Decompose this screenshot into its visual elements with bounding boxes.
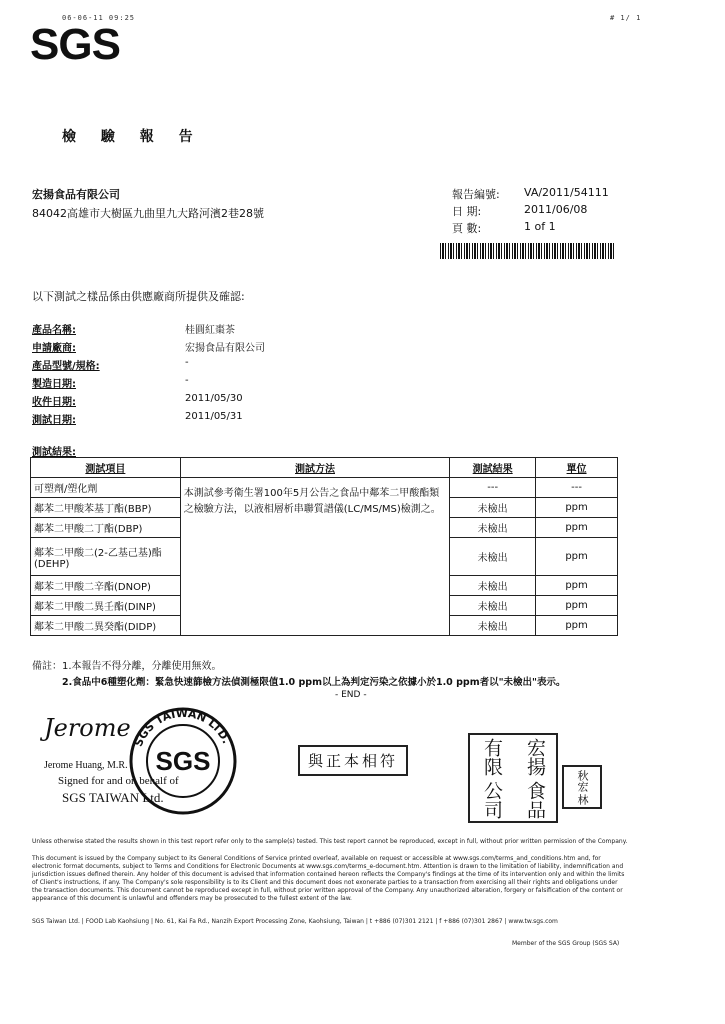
personal-seal-text: 林 — [576, 793, 589, 805]
sample-label: 產品名稱: — [32, 325, 76, 336]
cell-method: 本測試參考衛生署100年5月公告之食品中鄰苯二甲酸酯類之檢驗方法，以液相層析串聯質譜儀(LC/MS/MS)檢測之。 — [180, 478, 450, 636]
header-result: 測試結果 — [450, 458, 536, 478]
cell-result: 未檢出 — [450, 576, 536, 596]
sample-value: - — [185, 375, 189, 386]
company-seal-text: 食品 — [524, 780, 546, 819]
intro-text: 以下測試之樣品係由供應廠商所提供及確認: — [32, 290, 245, 303]
fax-page-number: # 1/ 1 — [610, 14, 642, 22]
sample-label: 申請廠商: — [32, 343, 76, 354]
note-1: 備註：1.本報告不得分離，分離使用無效。 — [32, 661, 222, 672]
personal-seal — [562, 765, 602, 809]
sample-value: 2011/05/31 — [185, 411, 243, 422]
copy-conforms-stamp: 與正本相符 — [298, 745, 408, 776]
footer-address: SGS Taiwan Ltd. | FOOD Lab Kaohsiung | No. 61, Kai Fa Rd., Nanzih Export Processing Zone, Kaohsiung, Taiwan | t +886 (07)301 2121 | f +886 (07)301 2867 | www.tw.sgs.com — [32, 918, 558, 925]
cell-result: 未檢出 — [450, 518, 536, 538]
report-number: VA/2011/54111 — [524, 186, 609, 199]
sgs-logo: SGS — [30, 20, 120, 69]
sample-label: 收件日期: — [32, 397, 76, 408]
cell-result: 未檢出 — [450, 616, 536, 636]
sample-label: 製造日期: — [32, 379, 76, 390]
sample-value: 2011/05/30 — [185, 393, 243, 404]
disclaimer-2: This document is issued by the Company subject to its General Conditions of Service printed overleaf, available on request or accessible at www.sgs.com/terms_and_conditions.htm and, for electronic format documents, subject to Terms and Conditions for Electronic Documents at www.sgs.com/terms_e-document.htm. Attention is drawn to the limitation of liability, indemnification and jurisdiction issues defined therein. Any holder of this document is advised that information contained hereon reflects the Company's findings at the time of its intervention only and within the limits of Client's instructions, if any. The Company's sole responsibility is to its Client and this document does not exonerate parties to a transaction from exercising all their rights and obligations under the transaction documents. This document cannot be reproduced except in full, without prior written approval of the Company. Any unauthorized alteration, forgery or falsification of the content or appearance of this document is unlawful and offenders may be prosecuted to the fullest extent of the law. — [32, 855, 625, 902]
signed-for-text: Signed for and on behalf of — [58, 775, 179, 787]
results-table — [30, 457, 618, 636]
seal-ring-text: SGS TAIWAN LTD. — [131, 706, 233, 749]
document-title: 檢 驗 報 告 — [62, 129, 203, 145]
company-seal-text: 公司 — [481, 780, 503, 819]
personal-seal-text: 秋宏 — [576, 769, 589, 792]
sample-value: 桂圓紅棗茶 — [185, 325, 235, 336]
sample-info — [32, 321, 265, 429]
client-name: 宏揚食品有限公司 — [32, 188, 120, 201]
company-seal-text: 宏揚 — [524, 737, 546, 776]
svg-text:SGS TAIWAN LTD. — [132, 707, 233, 749]
report-pages: 1 of 1 — [524, 220, 556, 233]
fax-timestamp: 06-06-11 09:25 — [62, 14, 136, 22]
report-date-label: 日 期: — [452, 205, 482, 218]
report-number-label: 報告編號: — [452, 188, 500, 201]
results-heading: 測試結果: — [32, 447, 76, 458]
cell-unit: ppm — [536, 616, 618, 636]
note-2: 2.食品中6種塑化劑：緊急快速篩檢方法偵測極限值1.0 ppm以上為判定污染之依據小於1.0 ppm者以"未檢出"表示。 — [62, 677, 566, 688]
cell-unit: --- — [536, 478, 618, 498]
handwritten-signature: Jerome — [44, 714, 131, 742]
header-method: 測試方法 — [180, 458, 450, 478]
cell-result: --- — [450, 478, 536, 498]
sgs-round-seal — [128, 706, 238, 816]
sample-label: 測試日期: — [32, 415, 76, 426]
disclaimer-1: Unless otherwise stated the results shown in this test report refer only to the sample(s) tested. This test report cannot be reproduced, except in full, without prior written permission of the Company. — [32, 838, 628, 845]
sample-value: 宏揚食品有限公司 — [185, 343, 265, 354]
cell-item: 可塑劑/塑化劑 — [31, 478, 181, 498]
report-date: 2011/06/08 — [524, 203, 588, 216]
seal-graphic — [128, 706, 238, 816]
sample-value: - — [185, 357, 189, 368]
cell-item: 鄰苯二甲酸苯基丁酯(BBP) — [31, 498, 181, 518]
cell-item: 鄰苯二甲酸二(2-乙基己基)酯(DEHP) — [31, 538, 181, 576]
member-text: Member of the SGS Group (SGS SA) — [512, 940, 620, 947]
header-unit: 單位 — [536, 458, 618, 478]
cell-unit: ppm — [536, 498, 618, 518]
cell-result: 未檢出 — [450, 498, 536, 518]
cell-unit: ppm — [536, 576, 618, 596]
cell-unit: ppm — [536, 518, 618, 538]
cell-item: 鄰苯二甲酸二辛酯(DNOP) — [31, 576, 181, 596]
cell-item: 鄰苯二甲酸二異壬酯(DINP) — [31, 596, 181, 616]
cell-item: 鄰苯二甲酸二丁酯(DBP) — [31, 518, 181, 538]
header-item: 測試項目 — [31, 458, 181, 478]
cell-unit: ppm — [536, 596, 618, 616]
cell-unit: ppm — [536, 538, 618, 576]
barcode — [440, 243, 616, 259]
signatory-company: SGS TAIWAN Ltd. — [62, 790, 164, 805]
sample-label: 產品型號/規格: — [32, 361, 100, 372]
company-seal-text: 有限 — [481, 737, 503, 776]
seal-center-text: SGS — [155, 746, 211, 776]
company-seal — [468, 733, 558, 823]
signatory-name: Jerome Huang, M.R. — [44, 760, 128, 771]
report-info — [452, 186, 682, 237]
end-marker: - END - — [335, 690, 367, 700]
report-pages-label: 頁 數: — [452, 222, 482, 235]
table-row — [31, 478, 618, 498]
cell-result: 未檢出 — [450, 538, 536, 576]
cell-item: 鄰苯二甲酸二異癸酯(DIDP) — [31, 616, 181, 636]
client-address: 84042高雄市大樹區九曲里九大路河濱2巷28號 — [32, 207, 264, 220]
cell-result: 未檢出 — [450, 596, 536, 616]
